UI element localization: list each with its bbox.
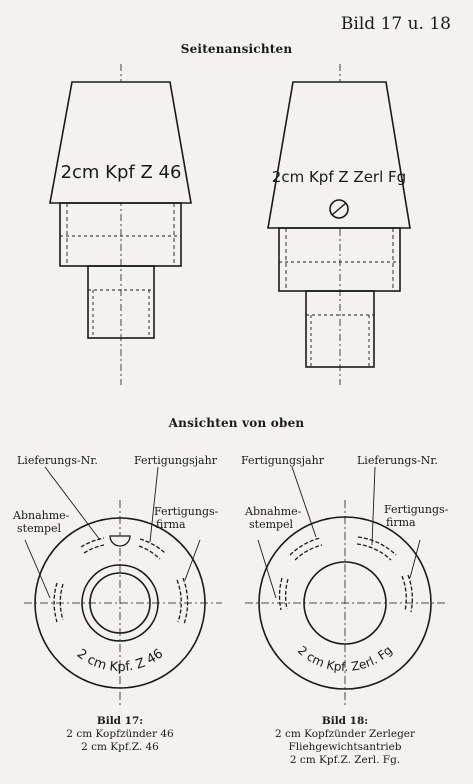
fuze17-side-marking: 2cm Kpf Z 46 [60, 162, 182, 183]
fuze18-side-marking: 2cm Kpf Z Zerl Fg [271, 168, 407, 186]
fuze18-caption: Bild 18: 2 cm Kopfzünder Zerleger Fliehgewichtsantrieb 2 cm Kpf.Z. Zerl. Fg. [274, 715, 416, 766]
fuze17-caption: Bild 17: 2 cm Kopfzünder 46 2 cm Kpf.Z. 46 [66, 715, 174, 753]
fuze18-label-lieferungs: Lieferungs-Nr. [357, 454, 438, 467]
fuze17-label-firma: Fertigungs- firma [154, 505, 219, 531]
fuze18-top-marking: 2 cm Kpf. Zerl. Fg [295, 643, 395, 675]
fuze17-thread-body [60, 203, 181, 266]
top-views-heading: Ansichten von oben [168, 416, 305, 430]
fuze18-thread-body [279, 228, 400, 291]
fuze17-label-lieferungs: Lieferungs-Nr. [17, 454, 98, 467]
side-views-heading: Seitenansichten [180, 42, 293, 56]
page-number: Bild 17 u. 18 [340, 14, 451, 34]
fuze18-side-view [268, 64, 410, 385]
fuze17-head [50, 82, 191, 203]
fuze17-notch [110, 536, 130, 546]
fuze17-top-marking: 2 cm Kpf. Z 46 [73, 646, 167, 676]
fuze18-label-abnahme: Abnahme- stempel [245, 505, 302, 531]
fuze18-label-fertigungsjahr: Fertigungsjahr [241, 454, 324, 467]
fuze18-label-firma: Fertigungs- firma [384, 503, 449, 529]
fuze17-label-abnahme: Abnahme- stempel [13, 509, 70, 535]
fuze17-label-fertigungsjahr: Fertigungsjahr [134, 454, 217, 467]
fuze17-side-view [50, 64, 191, 385]
